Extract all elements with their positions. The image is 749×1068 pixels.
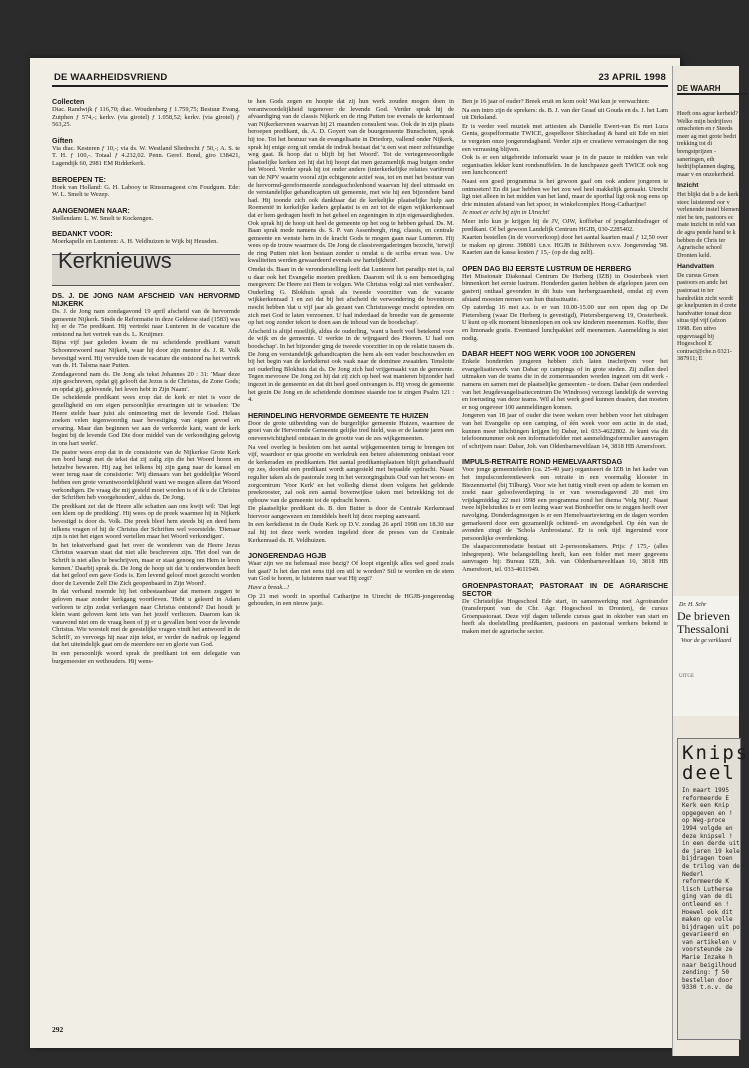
- article-paragraph: Omdat ds. Baan in de veronderstelling leeft dat Lunteren het paradijs niet is, zal u daar ook het Evangelie moeten prediken. Daarom wil ik u een bemoediging meegeven: De Heere zei Hem te volgen. Wie Christus volgt zal niet verdwalen'. Ouderling G. Blokhuis sprak als tweede voorzitter van de vacante wijkkerkenraad 1 en zei dat bij het afscheid de verwondering de boventoon mocht hebben 'dat u vijf jaar als gezant van Christuswege mocht optreden om zich met God te laten verzoenen. U had inderdaad de breedte van de gemeente op het oog zonder tekort te doen aan de inhoud van de boodschap'.: [248, 266, 454, 327]
- herindeling-heading: HERINDELING HERVORMDE GEMEENTE TE HUIZEN: [248, 410, 429, 420]
- ad-publisher: UITGE: [679, 674, 694, 679]
- article-paragraph: Op 21 mei wordt in sporthal Catharijne in Utrecht de HGJB-jongerendag gehouden, in een nieuw jasje.: [248, 592, 454, 608]
- article-paragraph: Meer info kun je krijgen bij de JV, OJW, koffiebar of jeugdambtsdrager of predikant. Of bel gewoon Landelijk Centrum HGJB, 030-2285402.: [462, 217, 668, 233]
- article-paragraph: Zondagavond nam ds. De Jong als tekst Johannes 20 : 31: 'Maar deze zijn geschreven, opdat gij gelooft dat Jezus is de Christus, de Zone Gods; en opdat gij, gelovende, het leven hebt in Zijn Naam'.: [52, 370, 240, 393]
- article-paragraph: Na veel overleg is besloten om het aantal wijkgemeenten terug te brengen tot vijf, waardoor er qua grootte en werkdruk een betere afstemming ontstaat voor de kerkeraden en predikanten. Het aantal predikantsplaatsen blijft gehandhaafd op zes, doordat een predikant wordt aangesteld met bepaalde opdracht. Naast regulier taken als de pastorale zorg in het verzorgingshuis Oud van het woon- en zorgcentrum 'Voor Kerk' en het volledig dienst doen volgens het geldende preekrooster, zal ook een aantal bovenwijkse taken met betrekking tot de opbouw van de gemeente tot de opdracht horen.: [248, 443, 454, 504]
- page-number: 292: [52, 1025, 64, 1034]
- newspaper-page: [30, 58, 680, 1048]
- open-dag-heading: OPEN DAG BIJ EERSTE LUSTRUM DE HERBERG: [462, 263, 632, 273]
- knipsel-text: In maart 1995 reformeerde E Kerk een Knip opgegeven en ! op Weg-proce 1994 volgde en deze knipsel ! in een derde uit de jaren 19 kele bijdragen toen de trilog van de Nederl reformeerde K lisch Lutherse ging van de di ontleend en ! Hoewel ook dit maken op volle bijdragen uit po gevarieerd en van artikelen v voorsteunde ze Marie Inzake h naar beigilhoud zending: ƒ 50 bestellen door 9330 t.n.v. de: [682, 787, 740, 992]
- impuls-heading: IMPULS-RETRAITE ROND HEMELVAARTSDAG: [462, 457, 623, 467]
- article-italic-line: Have a break...!: [248, 584, 290, 592]
- article-paragraph: In het tekstverband gaat het over de wonderen van de Heere Jezus Christus waarvan staat dat niet alle beschreven zijn. 'Het doel van de Schrift is niet alles te beschrijven, maar er staat genoeg om Hem te leren kennen.' Daarbij sprak ds. De Jong de hoop uit dat 'u onderwonden heeft dat het geloof een gave Gods is. Een levend geloof moet gezocht worden door de Levende Zelf Die Zich geopenbaard in Zijn Woord'.: [52, 541, 240, 587]
- aangenomen-text: Stellendam: L. W. Smelt te Kockengen.: [52, 214, 154, 222]
- article-paragraph: Jongeren van 18 jaar of ouder die twee weken over hebben voor het uitdragen van het Evangelie op een camping, of één week voor een actie in de stad, kunnen meer inlichtingen krijgen bij Dabar, tel. 033-4622802. Je kunt via dit telefoonnummer ook een informatiefolder met aanmeldingsformulier aanvragen of schrijven naar: Dabar, Joh. van Oldenbarneveltlaan 14, 3818 HB Amersfoort.: [462, 412, 668, 450]
- article-paragraph: Er is verder veel muziek met artiesten als Danielle Ewert-van Es met Luca Genta, gospelformatie TWICE, gospelkoor Shirchadasj & band uit Ede en niet te vergeten onze jongerendagband. Verder zijn er creatieve verrassingen die nog een verrassing blijven.: [462, 122, 668, 153]
- dabar-heading: DABAR HEEFT NOG WERK VOOR 100 JONGEREN: [462, 349, 636, 359]
- article-paragraph: Naast een goed programma is het gewoon gaaf om ook andere jongeren te ontmoeten! En dit jaar hebben we het zou wel heel makkelijk gemaakt. Utrecht ligt niet alleen in het midden van het land, maar de sporthal ligt ook nog eens op drie minuten afstand van het spoor, in winkelcomplex Hoog-Catharijne!: [462, 177, 668, 208]
- article-paragraph: Bijna vijf jaar geleden kwam de nu scheidende predikant vanuit Schoonrewoerd naar Nijkerk, waar hij door zijn mentor ds. J. R. Volk bevestigd werd. Hij vervulde toen de vacature die ontstond na het vertrek van ds. H. Talsma naar Putten.: [52, 339, 240, 370]
- article-paragraph: Kaarten bestellen (in de voorverkoop) door het aantal kaarten maal ƒ 12,50 over te maken op gironr. 398081 t.n.v. HGJB te Bilthoven o.v.v. Jongerendag '98. Kaarten aan de kassa kosten ƒ 15,- (op de dag zelf).: [462, 234, 668, 257]
- bedankt-heading: BEDANKT VOOR:: [52, 229, 113, 239]
- article-paragraph: De plaatselijke predikant ds. B. den Butter is door de Centrale Kerkenraad hiervoor aangewezen en inmiddels heeft hij deze roeping aanvaard.: [248, 505, 454, 520]
- article-paragraph: Waar zijn we nu helemaal mee bezig? Of loopt eigenlijk alles wel goed zoals het gaat? Is het dan niet eens tijd om stil te worden? Stil te worden en de stem van God te horen, te luisteren naar wat Hij zegt?: [248, 560, 454, 583]
- article-paragraph: Door de grote uitbreiding van de burgerlijke gemeente Huizen, waarmee de groei van de Hervormde Gemeente gelijke tred hield, was er de laatste jaren een onevenwichtigheid ontstaan in de grootte van de zes wijkgemeenten.: [248, 419, 454, 442]
- article-paragraph: Ds. J. de Jong nam zondagavond 19 april afscheid van de hervormde gemeente Nijkerk. Sinds de Reformatie in deze Gelderse stad (1583) was hij er de 75e predikant. Hij vertrekt naar Lunteren in de vacature die ontstond na het vertrek van ds. L. Kruijmer.: [52, 307, 240, 338]
- article-paragraph: Het Missionair Diakonaal Centrum De Herberg (IZB) in Oosterbeek viert binnenkort het eerste lustrum. Honderden gasten hebben de afgelopen jaren een gastvrij onthaal gevonden in dit huis van herbergzaamheid, omdat zij even afstand moesten nemen van hun thuissituatie.: [462, 272, 668, 303]
- article-paragraph: In een kerkdienst in de Oude Kerk op D.V. zondag 26 april 1998 om 18.30 uur zal hij tot deze werk worden ingeleid door de preses van de Centrale Kerkenraad ds. H. Veldhuizen.: [248, 521, 454, 544]
- column-1: [52, 98, 240, 666]
- collecten-heading: Collecten: [52, 97, 85, 106]
- article-paragraph: De Christelijke Hogeschool Ede start, in samenwerking met Agrotransfer (transferpunt van de Chr. Agr. Hogeschool in Dronten), de cursus Groenpastoraat. Deze vijf dagen tellende cursus gaat in oktober van start en heeft als doelstelling predikanten, pastoors en pastoraal werkers bekend te maken met de agrarische sector.: [462, 597, 668, 636]
- article-paragraph: In een persoonlijk woord sprak de predikant tot een delegatie van burgemeester en wethouders. Hij wens-: [52, 650, 240, 665]
- article-paragraph: Voor jonge gemeenteleden (ca. 25-40 jaar) organiseert de IZB in het kader van het impulsconferentiewerk een retraite in een voormalig klooster in Biezenmortel (bij Tilburg). Voor wie het tuttig vindt even op adem te komen en zoekt naar geloofsverdieping is er van woensdagavond 20 mei t/m vrijdagmiddag 22 mei 1998 een programma rond het thema 'Volg Mij'. Naast twee bijbelstudies is er een lezing waar wat Bonhoeffer ons te zeggen heeft over navolging. Donderdagmorgen is er een Hemelvaartsviering en de dagen worden gemarkeerd door een gezamenlijk ochtend- en avondgebed. Op één van de avonden zingt de 'Schola Ambrosiana'. Er is ook tijd ingeruimd voor persoonlijke overdenking.: [462, 466, 668, 542]
- groenpastoraat-heading: GROENPASTORAAT; PASTORAAT IN DE AGRARISCHE SECTOR: [462, 580, 668, 598]
- article-paragraph: Ook is er een uitgebreide infomarkt waar je in de pauze te midden van vele organisaties lekker kunt rondsnuffelen. In de lunchpauze geeft TWICE ook nog een lunchconcert!: [462, 154, 668, 177]
- collecten-text: Diac. Randwijk ƒ 116,70; diac. Woudenberg ƒ 1.759,75; Bestuur Evang. Zutphen ƒ 574,-; kerkv. (via girotel) ƒ 1.058,52; kerkv. (via girotel) ƒ 563,25.: [52, 106, 240, 129]
- aangenomen-heading: AANGENOMEN NAAR:: [52, 205, 130, 215]
- article-italic-line: Je moet er echt bij zijn in Utrecht!: [462, 209, 550, 217]
- article-paragraph: In dat verband noemde hij het onbestaanbaar dat mensen zeggen te geloven maar zonder kerkgang voortleven. 'Hebt u geleerd in Adam verloren te zijn zodat verlangen naar Christus ontstond? Dat houdt je klein want geloven kent iets van het jezelf verliezen. Daarom kan ik vanavond niet om de vraag heen of jij er u gevallen bent voor de levende Christus. Wie worstelt met de geestelijke vragen vindt het antwoord in de Schrift', zo vervoegs hij naar zijn tekst, er verder de nadruk op leggend dat het uiteindelijk gaat om de meerdere eer en glorie van God.: [52, 588, 240, 649]
- article-paragraph: De pastor wees erop dat in de consistorie van de Nijkerkse Grote Kerk een bord hangt met de tekst dat zij zalig zijn die het Woord horen en hetzelve bewaren. Hij zag het telkens bij zijn gang naar de kansel en weer terug naar de consistorie: 'Wij dienaars van het goddelijke Woord hebben een grote verantwoordelijkheid want we mogen alleen dat Woord verkondigen. De vraag die mij gesteld moet worden is of ik u de Christus der Schriften heb voorgehouden', aldus ds. De Jong.: [52, 448, 240, 502]
- giften-heading: Giften: [52, 135, 73, 145]
- article-paragraph: Ben je 16 jaar of ouder? Breek eruit en kom ook! Wat kun je verwachten:: [462, 98, 650, 105]
- publication-title: DE WAARHEIDSVRIEND: [54, 72, 168, 83]
- article-paragraph: te hen Gods zegen en hoopte dat zij hun werk zouden mogen doen in verantwoordelijkheid tegenover de levende God. Verder sprak hij de afvaardiging van de classis Nijkerk en de ring Putten toe evenals de kerkenraad van Nijkerkerveen waarvan hij 21 maanden consulent was. Ook de in zijn plaats beroepen predikant, ds. A. D. Goyert van de buurgemeente Bunschoten, sprak hij toe. Tot het bestuur van de evangelisatie in Driedorp, vallend onder Nijkerk, sprak hij enige zorg uit omdat de indruk bestaat dat 'u een wat meer zelfstandige weg gaat. Ik hoop dat u blijft bij het Woord'. Tot de vertegenwoordigde plaatselijke kerken zei hij dat hij hoopt dat men gezamenlijk mag buigen onder het Woord. Verder sprak hij tot onder andere (interkerkelijke relaties variërend van de NPV waarin vooral zijn echtgenote actief was, tot en met het bestuur van de hervormd-gereformeerde zondagsscholenbond waarvan hij deel uitmaakt en de verstandelijke gehandicapten uit gemeente, met wie hij een bijzondere band had. Hij toonde zich ook dankbaar dat de kerkelijke plaatselijke hulp aan Roemenië in kerkelijke kaders geplaatst is en zei tot de eigen wijkkerkenraad dat er hem gedragen heeft in het geheel en zegeningen in zijn eigenaardigheden. Ook sprak hij de hoop uit heel de gemeente op het oog te hebben gehad. Ds. M. Baan sprak mede namens ds. S. P. van Assenbergh, ring, classis, en centrale gemeente en wenste hem in de kracht Gods te mogen gaan naar Lunteren. Hij wees op de trouw waarmee ds. De Jong de classisvergaderingen bezocht, 'terwijl de ring Putten niet kon bestaan zonder u omdat u de scriba ervan was. Uw kwaliteiten werden gewaardeerd evenals uw hartelijkheid'.: [248, 98, 454, 265]
- article-paragraph: De predikant zei dat de Heere alle schatten aan ons kwijt wil: 'Dat legt een klem op de prediking'. Hij wees op de preek waarmee hij in Nijkerk bevestigd is door ds. Volk. Die preek bleef hem steeds bij en deed hem telkens vragen of hij de Christus der Schriften wel voorstelde. 'Dienaar zijn is niet het eigen woord vertellen maar het Woord verkondigen'.: [52, 502, 240, 541]
- article-paragraph: De slaapaccommodatie bestaat uit 2-persoonskamers. Prijs: ƒ 175,- (alles inbegrepen). Wie belangstelling heeft, kan een folder met meer gegevens aanvragen bij: Bureau IZB, Joh. van Oldenbarneveltlaan 10, 3818 HB Amersfoort, tel. 033-4611949.: [462, 543, 668, 574]
- article-paragraph: Het blijkt dat b a de kerk steec luisterend oor v verlenende instel blemen niet be ten, pastoors ec mate inzicht in reld van de agra pende hand te k hebben de Chris ter Agrarische school Dronten keld.: [677, 190, 739, 259]
- ad-title: De brieven Thessaloni: [677, 609, 730, 636]
- article-paragraph: De cursus Groen pastoors en andc het pastoraat in ter handreikin zicht wordt ge knelpunten in d crete handvatter toraat deze situa tijd vijf (afzon 1998. Een uitvo opgevraagd bij Hogeschool E contract@che.n 0321-387911; E: [677, 271, 737, 363]
- ad-author: Dr. H. Schr: [679, 602, 707, 608]
- jongerendag-heading: JONGERENDAG HGJB: [248, 551, 327, 561]
- kerknieuws-title: Kerknieuws: [58, 247, 172, 273]
- article-paragraph: Op zaterdag 16 mei a.s. is er van 10.00-15.00 uur een open dag op De Pietersberg (waar De Herberg is gevestigd), Pietersbergseweg 19, Oosterbeek. U kunt op elk moment binnenlopen en ook uw kinderen meenemen. Koffie, thee en limonade gratis. Eventueel lunchpakket zelf meenemen. Aanmelding is niet nodig.: [462, 304, 668, 342]
- kerknieuws-banner: [52, 247, 240, 286]
- article-paragraph: Enkele honderden jongeren hebben zich laten inschrijven voor het evangelisatiewerk van Dabar op campings of in grote steden. Zij zullen deel uitmaken van de teams die in de zomermaanden worden ingezet om dit werk - namens en samen met de plaatselijke gemeenten - te doen. Dabar (een onderdeel van het Jeugdevangelisatiecentrum De Windroos) verzorgt landelijk de werving en toerusting van deze teams. Wil al het werk goed kunnen draaien, dan moeten er nog ongeveer 100 aanmeldingen komen.: [462, 358, 669, 411]
- article-paragraph: Afscheid is altijd moeilijk, aldus de ouderling, 'want u heeft veel betekend voor de wijk en de gemeente. U werkte in de wijngaard des Heeren. U had een boodschap'. In het bijzonder ging de tweede voorzitter in op de relatie tussen ds. De Jong en verstandelijk gehandicapten die hem als een vader beschouwden en bij het begin van de kerkdienst ook vaak naar de dominee zwaaiden. Tenslotte zei ouderling Blokhuis dat ds. De Jong zich had vrijgemaakt van de gemeente. Tegen mevrouw De Jong zei hij dat zij zich op heel wat manieren bijzonder had ingezet in de gemeente en dat dit heel goed ontvangen is. Hij vroeg de gemeente het gezin De Jong en de scheidende dominee staande toe te zingen Psalm 121 : 4.: [248, 327, 454, 404]
- knipsel-title: Knips deel: [682, 742, 749, 784]
- handvatten-heading: Handvatten: [677, 263, 715, 271]
- issue-date: 23 APRIL 1998: [598, 72, 666, 83]
- book-advertisement: [673, 596, 739, 716]
- ad-subtitle: Voor de ge verklaard: [681, 638, 732, 644]
- adjacent-page: [672, 66, 749, 1056]
- beroepen-text: Hoek van Holland: G. H. Labooy te Rinsumageest c/m Foudgum. Ede: W. L. Smelt te Wezep.: [52, 183, 240, 199]
- column-3: [462, 98, 668, 637]
- knipsel-box: [677, 738, 749, 1040]
- article-paragraph: Na een intro zijn de sprekers: ds. B. J. van der Graaf uit Gouda en ds. J. het Lam uit Dirksland.: [462, 106, 668, 122]
- adjacent-page-header: DE WAARH: [677, 84, 747, 95]
- inzicht-heading: Inzicht: [677, 182, 699, 190]
- column-2: [248, 98, 454, 609]
- giften-text: Via diac. Kesteren ƒ 10,-; via ds. W. Westland Sliedrecht ƒ 50,-; A. S. te T. H. ƒ 100,-. Totaal ƒ 4.232,02. Penn. Geref. Bond, giro 138421, Lagendijk 60, 2981 EM Ridderkerk.: [52, 144, 240, 167]
- article-paragraph: De scheidende predikant wees erop dat de kerk er niet is voor de gezelligheid en om eigen persoonlijke ervaringen uit te wisselen: 'De Heere stelde haar juist als ontmoeting met de levende God. Helaas zoeken velen tegenwoordig naar bevestiging van eigen gevoel en ervaring. Maar dan beginnen we aan de verkeerde kant, want de kerk begint bij de levende God Die door middel van de verkondiging gelovig in ons hart werkt'.: [52, 394, 240, 448]
- page-header: [52, 70, 668, 87]
- article-paragraph: Heeft ons agrar kerheid? Welke mijn bedrijfsvo omschoten en r Steeds meer ag met grote bedri trekking tot di brengstprijzen - saneringen, eth bedrijfsplannen daging, maar v en onzekerheid.: [677, 110, 738, 178]
- bedankt-text: Moerkapelle en Lunteren: A. H. Veldhuizen te Wijk bij Heusden.: [52, 238, 218, 246]
- beroepen-heading: BEROEPEN TE:: [52, 174, 106, 184]
- adjacent-column: [677, 110, 739, 364]
- article-heading: DS. J. DE JONG NAM AFSCHEID VAN HERVORMD NIJKERK: [52, 290, 240, 308]
